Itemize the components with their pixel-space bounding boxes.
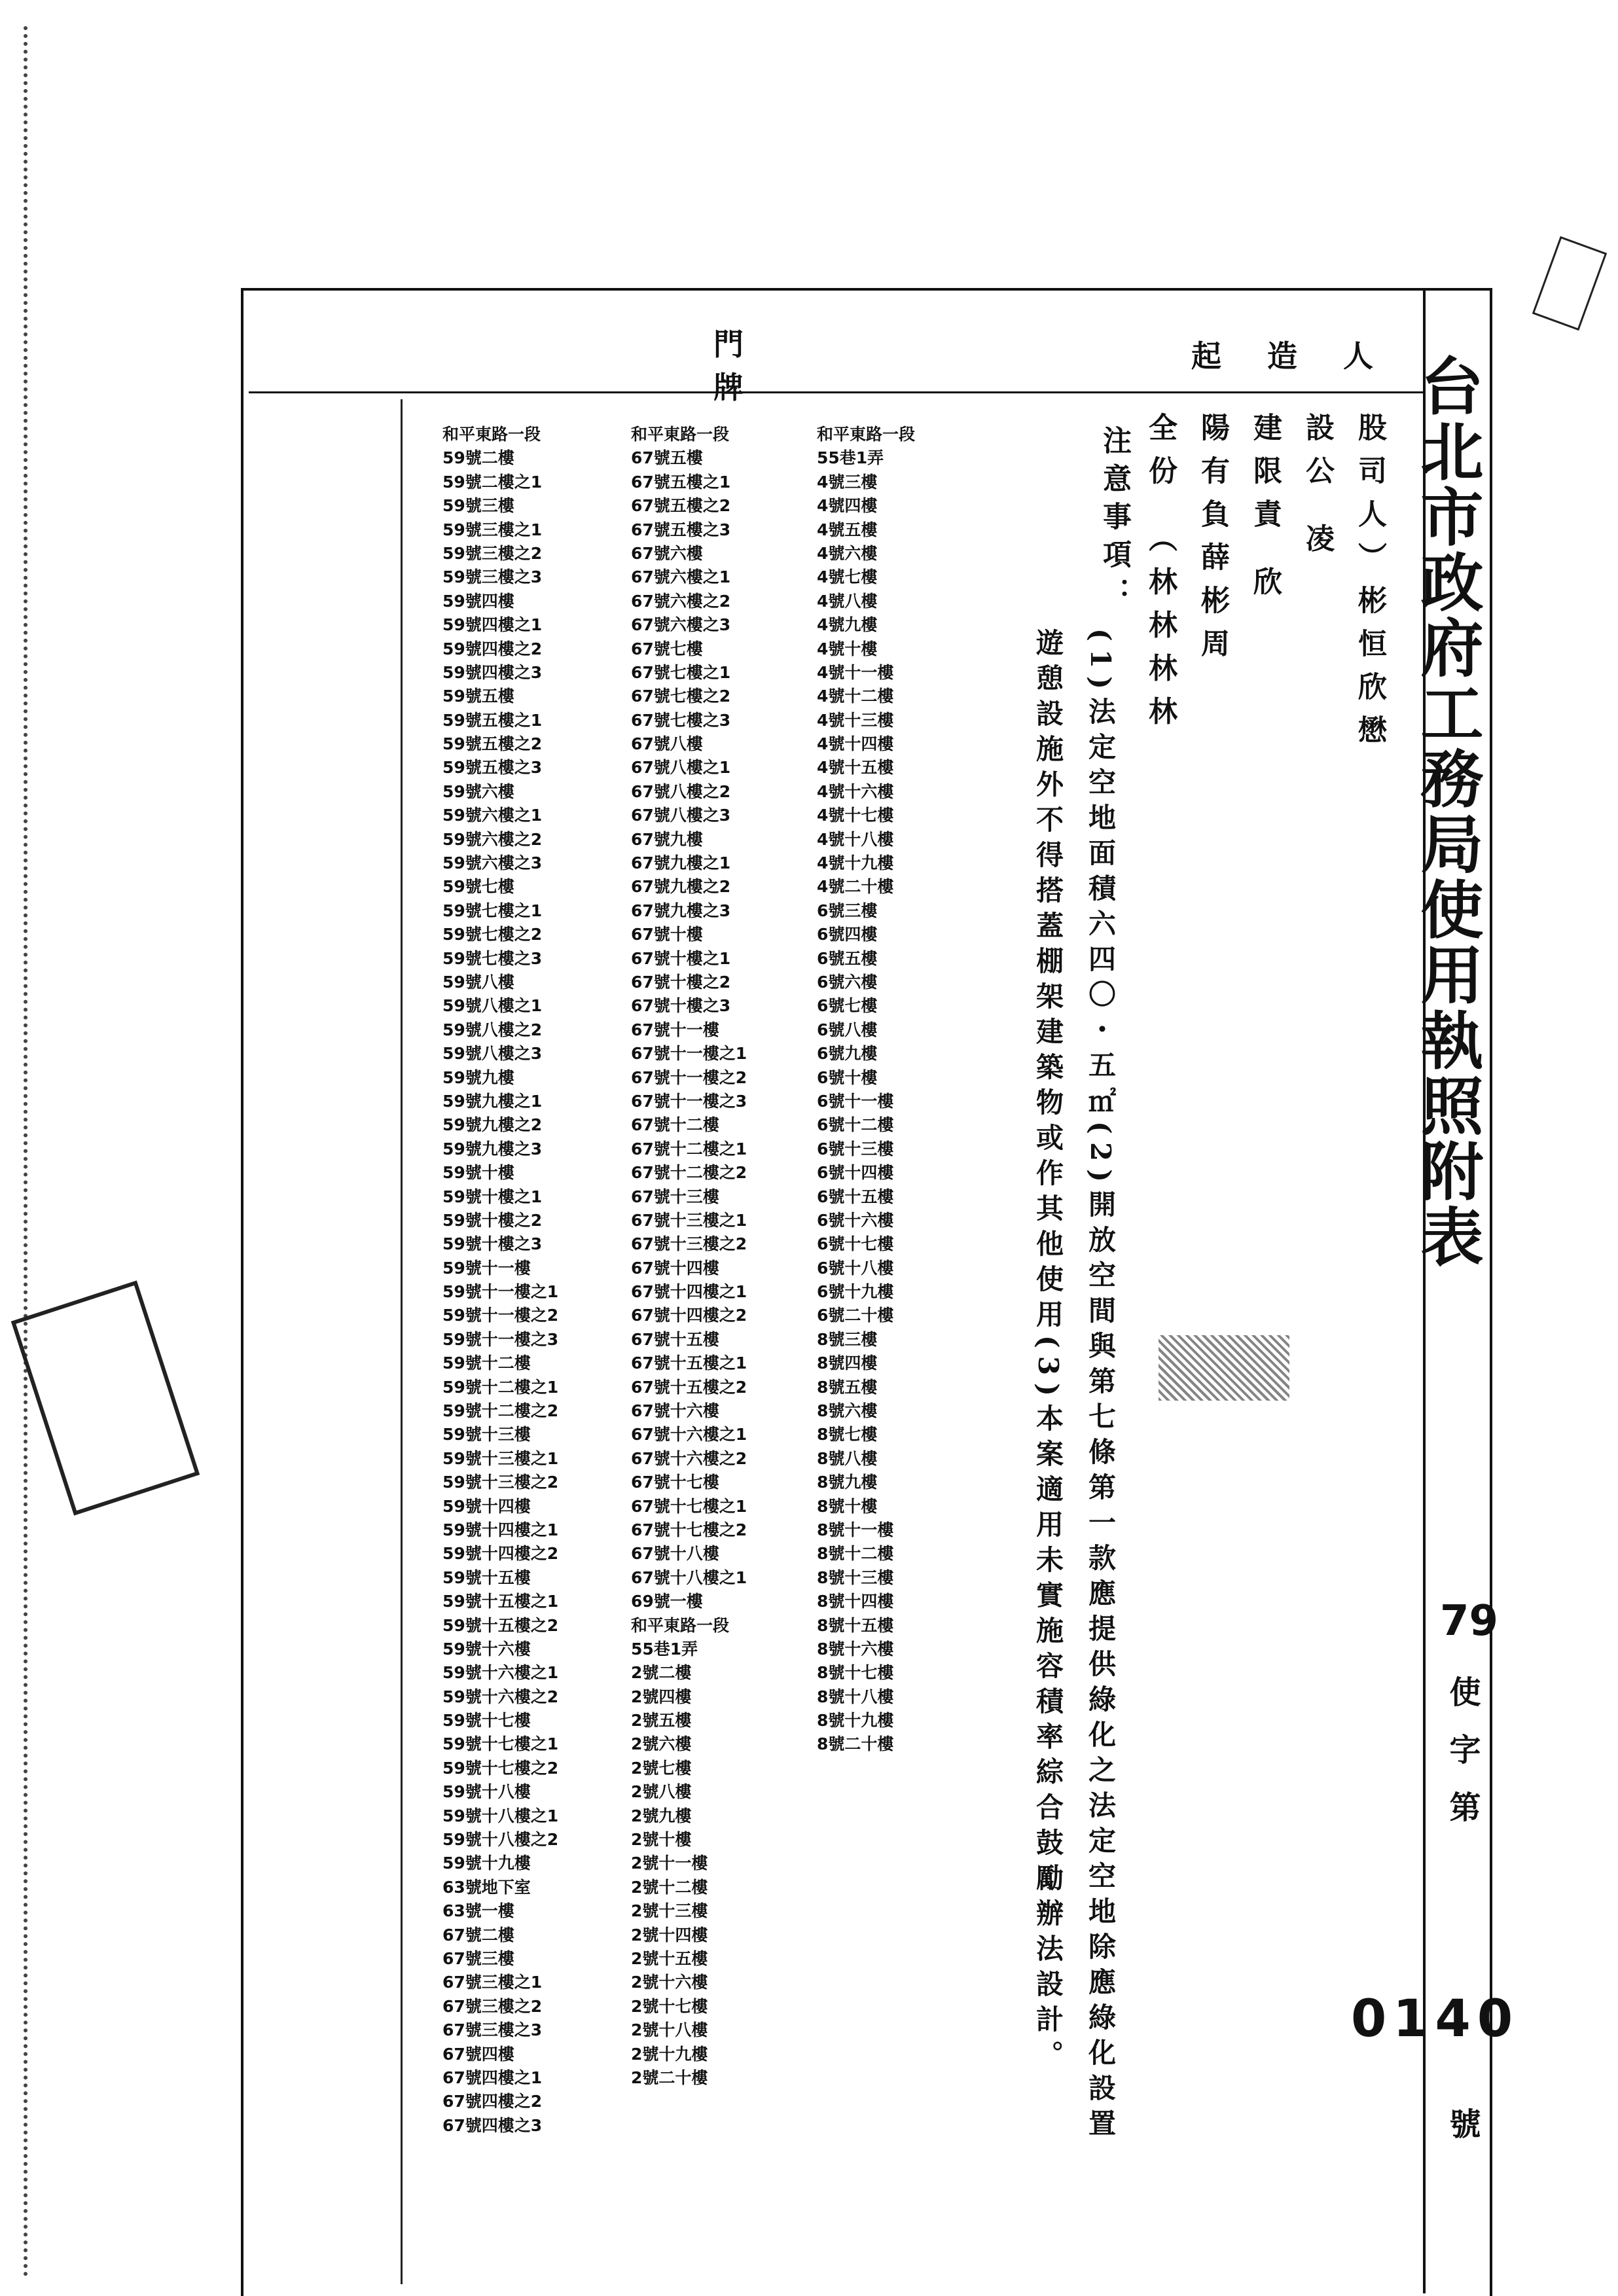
address-entry: 59號十樓之1 <box>442 1187 543 1206</box>
address-entry: 2號七樓 <box>631 1758 692 1778</box>
address-entry: 67號十樓之2 <box>631 972 731 992</box>
address-entry: 59號十七樓 <box>442 1711 531 1731</box>
address-entry: 67號二樓 <box>442 1925 514 1945</box>
address-entry: 4號十五樓 <box>817 758 894 778</box>
address-entry: 4號十八樓 <box>817 829 894 849</box>
address-entry: 59號十五樓 <box>442 1568 531 1587</box>
address-entry: 59號七樓之3 <box>442 948 543 968</box>
address-entry: 6號十一樓 <box>817 1091 894 1111</box>
address-entry: 59號九樓之1 <box>442 1091 543 1111</box>
address-entry: 67號三樓 <box>442 1949 514 1968</box>
license-year: 79 <box>1440 1597 1499 1645</box>
address-entry: 67號九樓之2 <box>631 877 731 897</box>
address-entry: 59號十一樓之1 <box>442 1282 559 1302</box>
address-entry: 67號八樓之3 <box>631 806 731 825</box>
address-entry: 59號四樓之1 <box>442 615 543 635</box>
address-entry: 8號四樓 <box>817 1354 878 1373</box>
address-entry: 67號八樓之2 <box>631 781 731 801</box>
address-entry: 59號十樓 <box>442 1163 514 1183</box>
address-entry: 4號四樓 <box>817 496 878 516</box>
address-entry: 59號十一樓 <box>442 1258 531 1278</box>
address-entry: 4號十七樓 <box>817 806 894 825</box>
address-entry: 59號十九樓 <box>442 1854 531 1873</box>
address-entry: 63號一樓 <box>442 1901 514 1921</box>
license-suffix: 號 <box>1444 2108 1481 2148</box>
address-entry: 63號地下室 <box>442 1877 531 1897</box>
address-entry: 67號十一樓之2 <box>631 1067 747 1087</box>
address-entry: 67號十樓之1 <box>631 948 731 968</box>
address-entry: 6號十八樓 <box>817 1258 894 1278</box>
address-entry: 59號八樓之2 <box>442 1020 543 1039</box>
address-entry: 67號十五樓 <box>631 1329 719 1349</box>
address-entry: 59號三樓 <box>442 496 514 516</box>
left-rule <box>401 399 403 2284</box>
address-entry: 67號十八樓 <box>631 1544 719 1564</box>
address-column-1 <box>442 423 558 2138</box>
address-entry: 2號十樓 <box>631 1830 692 1850</box>
address-entry: 67號十樓之3 <box>631 996 731 1016</box>
address-entry: 59號九樓之3 <box>442 1139 543 1158</box>
address-entry: 59號十六樓之1 <box>442 1663 559 1683</box>
address-entry: 67號五樓之1 <box>631 472 731 492</box>
notes-heading: 注意事項： <box>1098 425 1131 615</box>
address-entry: 67號九樓之3 <box>631 901 731 920</box>
address-entry: 4號五樓 <box>817 520 878 539</box>
address-entry: 67號四樓 <box>442 2044 514 2064</box>
builder-col-1: 股司人）彬恒欣懋 <box>1353 412 1386 758</box>
address-entry: 67號十二樓之2 <box>631 1163 747 1183</box>
notes-body-2: 遊憩設施外不得搭蓋棚架建築物或作其他使用(3)本案適用未實施容積率綜合鼓勵辦法設計。 <box>1032 628 1064 2075</box>
address-entry: 59號十一樓之3 <box>442 1329 559 1349</box>
address-entry: 2號十四樓 <box>631 1925 708 1945</box>
address-entry: 4號八樓 <box>817 591 878 611</box>
address-entry: 59號十五樓之2 <box>442 1615 559 1635</box>
address-entry: 67號五樓之2 <box>631 496 731 516</box>
address-entry: 67號十八樓之1 <box>631 1568 747 1587</box>
address-entry: 59號三樓之1 <box>442 520 543 539</box>
address-entry: 8號六樓 <box>817 1401 878 1421</box>
address-entry: 67號六樓 <box>631 543 703 563</box>
address-entry: 4號十九樓 <box>817 853 894 873</box>
address-entry: 67號七樓之2 <box>631 687 731 706</box>
address-entry: 59號十三樓之2 <box>442 1473 559 1492</box>
address-entry: 4號十四樓 <box>817 734 894 754</box>
address-entry: 2號十六樓 <box>631 1973 708 1992</box>
address-entry: 4號十三樓 <box>817 710 894 730</box>
address-entry: 59號八樓之1 <box>442 996 543 1016</box>
address-entry: 67號七樓之1 <box>631 662 731 682</box>
address-entry: 59號十四樓之2 <box>442 1544 559 1564</box>
address-entry: 59號十樓之2 <box>442 1210 543 1230</box>
address-entry: 2號二樓 <box>631 1663 692 1683</box>
address-entry: 67號十一樓之3 <box>631 1091 747 1111</box>
address-entry: 2號四樓 <box>631 1687 692 1706</box>
address-entry: 67號四樓之2 <box>442 2092 543 2111</box>
address-entry: 59號五樓之1 <box>442 710 543 730</box>
address-entry: 2號二十樓 <box>631 2068 708 2087</box>
address-entry: 4號九樓 <box>817 615 878 635</box>
address-entry: 59號十五樓之1 <box>442 1592 559 1611</box>
address-entry: 55巷1弄 <box>817 448 884 468</box>
address-entry: 59號十三樓 <box>442 1425 531 1444</box>
address-entry: 67號十五樓之2 <box>631 1377 747 1397</box>
address-column-2 <box>631 423 747 2090</box>
address-entry: 59號九樓之2 <box>442 1115 543 1135</box>
address-entry: 59號十二樓之1 <box>442 1377 559 1397</box>
address-entry: 2號十九樓 <box>631 2044 708 2064</box>
corner-stamp <box>1532 236 1608 331</box>
address-entry: 59號五樓 <box>442 687 514 706</box>
address-entry: 8號十四樓 <box>817 1592 894 1611</box>
address-entry: 67號五樓之3 <box>631 520 731 539</box>
address-entry: 6號二十樓 <box>817 1306 894 1325</box>
address-entry: 6號四樓 <box>817 925 878 944</box>
address-entry: 2號十一樓 <box>631 1854 708 1873</box>
address-entry: 8號十六樓 <box>817 1639 894 1659</box>
address-entry: 2號九樓 <box>631 1806 692 1825</box>
address-entry: 67號十四樓 <box>631 1258 719 1278</box>
address-entry: 8號八樓 <box>817 1448 878 1468</box>
address-entry: 59號五樓之3 <box>442 758 543 778</box>
address-entry: 8號十九樓 <box>817 1711 894 1731</box>
address-entry: 6號五樓 <box>817 948 878 968</box>
address-entry: 67號九樓 <box>631 829 703 849</box>
address-entry: 67號十七樓之1 <box>631 1496 747 1516</box>
address-entry: 59號十七樓之2 <box>442 1758 559 1778</box>
address-entry: 59號四樓 <box>442 591 514 611</box>
address-entry: 59號十六樓 <box>442 1639 531 1659</box>
address-entry: 67號十七樓 <box>631 1473 719 1492</box>
address-entry: 67號十三樓之1 <box>631 1210 747 1230</box>
address-entry: 67號四樓之3 <box>442 2115 543 2135</box>
address-entry: 59號十四樓之1 <box>442 1520 559 1539</box>
address-entry: 59號九樓 <box>442 1067 514 1087</box>
address-entry: 6號十九樓 <box>817 1282 894 1302</box>
address-entry: 4號十樓 <box>817 639 878 658</box>
address-entry: 59號五樓之2 <box>442 734 543 754</box>
address-entry: 67號十三樓之2 <box>631 1234 747 1254</box>
address-entry: 2號五樓 <box>631 1711 692 1731</box>
address-entry: 59號二樓之1 <box>442 472 543 492</box>
address-entry: 6號十六樓 <box>817 1210 894 1230</box>
address-entry: 8號十五樓 <box>817 1615 894 1635</box>
address-entry: 67號十六樓之1 <box>631 1425 747 1444</box>
address-entry: 2號十二樓 <box>631 1877 708 1897</box>
address-entry: 和平東路一段 <box>442 425 541 444</box>
address-entry: 59號十四樓 <box>442 1496 531 1516</box>
address-entry: 8號十七樓 <box>817 1663 894 1683</box>
builder-header: 起造人 <box>1191 338 1419 374</box>
address-entry: 67號三樓之2 <box>442 1996 543 2016</box>
address-entry: 4號六樓 <box>817 543 878 563</box>
address-entry: 和平東路一段 <box>631 1615 730 1635</box>
address-entry: 67號七樓之3 <box>631 710 731 730</box>
address-entry: 59號七樓 <box>442 877 514 897</box>
address-entry: 4號十六樓 <box>817 781 894 801</box>
address-entry: 67號十七樓之2 <box>631 1520 747 1539</box>
address-entry: 8號九樓 <box>817 1473 878 1492</box>
address-entry: 59號十樓之3 <box>442 1234 543 1254</box>
address-entry: 6號七樓 <box>817 996 878 1016</box>
address-entry: 67號十六樓之2 <box>631 1448 747 1468</box>
address-entry: 59號十二樓 <box>442 1354 531 1373</box>
address-entry: 67號十一樓 <box>631 1020 719 1039</box>
address-entry: 6號十二樓 <box>817 1115 894 1135</box>
address-entry: 67號三樓之1 <box>442 1973 543 1992</box>
address-entry: 6號八樓 <box>817 1020 878 1039</box>
address-entry: 67號十六樓 <box>631 1401 719 1421</box>
address-entry: 59號四樓之2 <box>442 639 543 658</box>
address-entry: 59號八樓 <box>442 972 514 992</box>
address-entry: 8號七樓 <box>817 1425 878 1444</box>
address-entry: 67號十二樓之1 <box>631 1139 747 1158</box>
address-entry: 6號六樓 <box>817 972 878 992</box>
address-entry: 2號十七樓 <box>631 1996 708 2016</box>
address-entry: 2號八樓 <box>631 1782 692 1802</box>
address-entry: 67號三樓之3 <box>442 2020 543 2040</box>
address-entry: 6號九樓 <box>817 1044 878 1064</box>
address-entry: 6號十三樓 <box>817 1139 894 1158</box>
address-entry: 8號十八樓 <box>817 1687 894 1706</box>
address-entry: 67號四樓之1 <box>442 2068 543 2087</box>
address-entry: 59號三樓之2 <box>442 543 543 563</box>
address-entry: 4號十一樓 <box>817 662 894 682</box>
address-entry: 67號八樓之1 <box>631 758 731 778</box>
address-entry: 4號二十樓 <box>817 877 894 897</box>
address-entry: 59號四樓之3 <box>442 662 543 682</box>
scan-edge <box>24 26 41 2278</box>
address-entry: 59號十二樓之2 <box>442 1401 559 1421</box>
address-entry: 4號十二樓 <box>817 687 894 706</box>
address-entry: 67號五樓 <box>631 448 703 468</box>
doorplate-header: 門牌 <box>713 327 940 405</box>
address-entry: 59號二樓 <box>442 448 514 468</box>
address-entry: 69號一樓 <box>631 1592 703 1611</box>
address-entry: 8號十樓 <box>817 1496 878 1516</box>
address-entry: 59號六樓之1 <box>442 806 543 825</box>
address-entry: 59號七樓之1 <box>442 901 543 920</box>
builder-col-2: 設公 凌 <box>1301 412 1334 567</box>
address-entry: 59號六樓之3 <box>442 853 543 873</box>
license-prefix: 使字第 <box>1444 1676 1481 1848</box>
address-entry: 59號十六樓之2 <box>442 1687 559 1706</box>
address-entry: 59號七樓之2 <box>442 925 543 944</box>
address-entry: 67號九樓之1 <box>631 853 731 873</box>
address-entry: 67號十四樓之2 <box>631 1306 747 1325</box>
address-entry: 67號七樓 <box>631 639 703 658</box>
address-entry: 59號六樓之2 <box>442 829 543 849</box>
address-entry: 2號十三樓 <box>631 1901 708 1921</box>
address-entry: 67號十一樓之1 <box>631 1044 747 1064</box>
address-entry: 6號十五樓 <box>817 1187 894 1206</box>
address-entry: 67號十三樓 <box>631 1187 719 1206</box>
address-entry: 67號十五樓之1 <box>631 1354 747 1373</box>
ink-blot <box>1159 1335 1289 1401</box>
address-entry: 8號十二樓 <box>817 1544 894 1564</box>
address-entry: 67號六樓之2 <box>631 591 731 611</box>
address-entry: 6號十樓 <box>817 1067 878 1087</box>
builder-col-4: 陽有負薛彬周 <box>1196 412 1229 672</box>
address-entry: 67號十四樓之1 <box>631 1282 747 1302</box>
address-entry: 8號二十樓 <box>817 1734 894 1754</box>
address-entry: 8號十三樓 <box>817 1568 894 1587</box>
address-entry: 67號十樓 <box>631 925 703 944</box>
address-entry: 2號六樓 <box>631 1734 692 1754</box>
address-entry: 59號十七樓之1 <box>442 1734 559 1754</box>
builder-col-5: 全份 （林林林林 <box>1143 412 1177 740</box>
address-entry: 67號六樓之1 <box>631 567 731 587</box>
address-entry: 2號十五樓 <box>631 1949 708 1968</box>
address-entry: 4號三樓 <box>817 472 878 492</box>
address-entry: 59號三樓之3 <box>442 567 543 587</box>
address-entry: 59號十八樓 <box>442 1782 531 1802</box>
address-entry: 6號三樓 <box>817 901 878 920</box>
builder-col-3: 建限責 欣 <box>1248 412 1282 610</box>
address-entry: 和平東路一段 <box>631 425 730 444</box>
address-entry: 4號七樓 <box>817 567 878 587</box>
address-entry: 6號十四樓 <box>817 1163 894 1183</box>
address-entry: 8號三樓 <box>817 1329 878 1349</box>
notes-body-1: (1)法定空地面積六四〇・五㎡(2)開放空間與第七條第一款應提供綠化之法定空地除應綠化設置 <box>1085 628 1117 2144</box>
address-entry: 8號五樓 <box>817 1377 878 1397</box>
address-entry: 59號十八樓之2 <box>442 1830 559 1850</box>
address-entry: 6號十七樓 <box>817 1234 894 1254</box>
address-entry: 67號十二樓 <box>631 1115 719 1135</box>
address-entry: 59號八樓之3 <box>442 1044 543 1064</box>
address-entry: 59號十三樓之1 <box>442 1448 559 1468</box>
address-entry: 59號十八樓之1 <box>442 1806 559 1825</box>
address-entry: 和平東路一段 <box>817 425 916 444</box>
address-entry: 55巷1弄 <box>631 1639 698 1659</box>
document-title: 台北市政府工務局使用執照附表 <box>1411 353 1484 1270</box>
address-entry: 59號六樓 <box>442 781 514 801</box>
address-entry: 59號十一樓之2 <box>442 1306 559 1325</box>
license-serial: 0140 <box>1351 1990 1520 2049</box>
address-column-3 <box>817 423 915 1757</box>
address-entry: 8號十一樓 <box>817 1520 894 1539</box>
address-entry: 2號十八樓 <box>631 2020 708 2040</box>
address-entry: 67號八樓 <box>631 734 703 754</box>
address-entry: 67號六樓之3 <box>631 615 731 635</box>
